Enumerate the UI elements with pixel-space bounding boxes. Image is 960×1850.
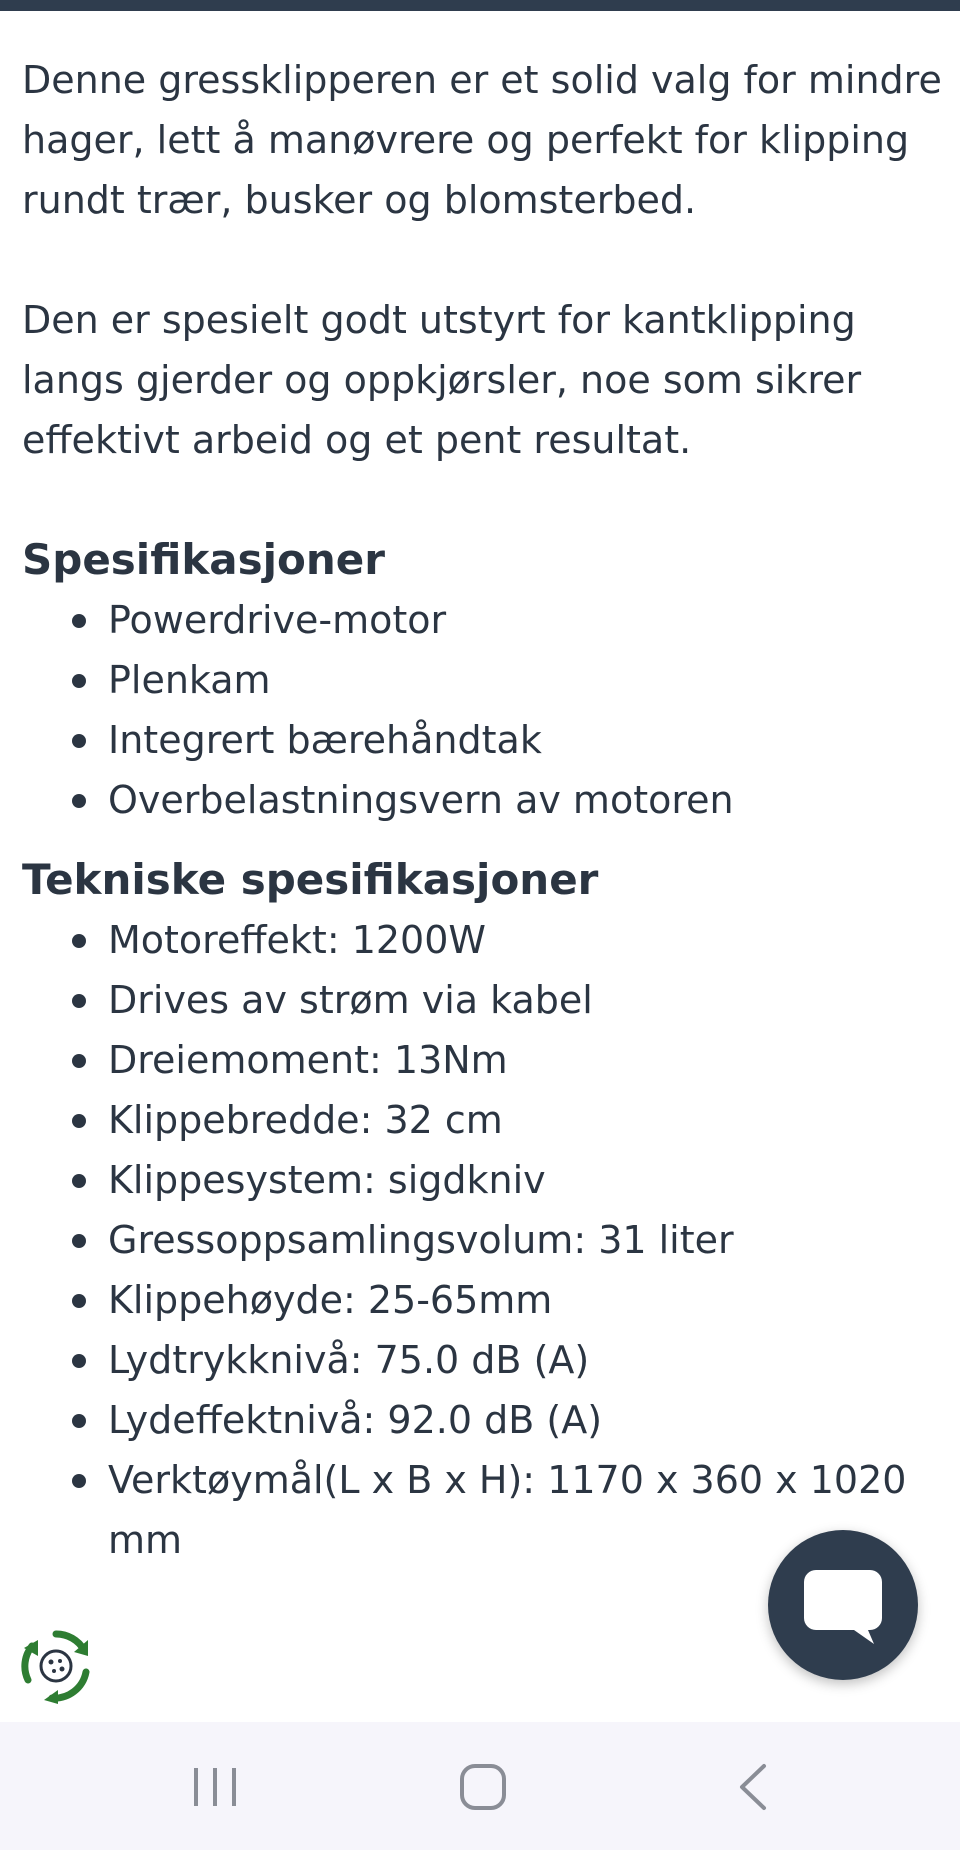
list-item: Verktøymål(L x B x H): 1170 x 360 x 1020 mm	[108, 1450, 942, 1570]
specs-heading: Spesifikasjoner	[22, 535, 385, 584]
specs-list	[22, 590, 942, 830]
chat-button[interactable]	[768, 1530, 918, 1680]
list-item: Lydeffektnivå: 92.0 dB (A)	[108, 1390, 942, 1450]
cookie-settings-icon[interactable]	[18, 1628, 94, 1704]
top-app-bar-edge	[0, 0, 960, 11]
home-icon	[438, 1752, 528, 1822]
list-item: Klippesystem: sigdkniv	[108, 1150, 942, 1210]
back-button[interactable]	[708, 1752, 798, 1822]
recent-apps-button[interactable]	[170, 1752, 260, 1822]
list-item: Plenkam	[108, 650, 942, 710]
list-item: Dreiemoment: 13Nm	[108, 1030, 942, 1090]
chat-bubble-icon	[798, 1560, 888, 1650]
list-item: Drives av strøm via kabel	[108, 970, 942, 1030]
list-item: Overbelastningsvern av motoren	[108, 770, 942, 830]
list-item: Integrert bærehåndtak	[108, 710, 942, 770]
list-item: Gressoppsamlingsvolum: 31 liter	[108, 1210, 942, 1270]
list-item: Motoreffekt: 1200W	[108, 910, 942, 970]
description-paragraph-2: Den er spesielt godt utstyrt for kantklipping langs gjerder og oppkjørsler, noe som sikrer effektivt arbeid og et pent resultat.	[22, 298, 862, 462]
back-icon	[708, 1752, 798, 1822]
product-description	[22, 50, 942, 1720]
tech-specs-heading: Tekniske spesifikasjoner	[22, 855, 599, 904]
list-item: Klippehøyde: 25-65mm	[108, 1270, 942, 1330]
list-item: Lydtrykknivå: 75.0 dB (A)	[108, 1330, 942, 1390]
list-item: Klippebredde: 32 cm	[108, 1090, 942, 1150]
recent-apps-icon	[170, 1752, 260, 1822]
description-paragraph-1: Denne gressklipperen er et solid valg for mindre hager, lett å manøvrere og perfekt for klipping rundt trær, busker og blomsterbed.	[22, 58, 942, 222]
home-button[interactable]	[438, 1752, 528, 1822]
tech-specs-list	[22, 910, 942, 1570]
system-navigation-bar	[0, 1722, 960, 1850]
list-item: Powerdrive-motor	[108, 590, 942, 650]
